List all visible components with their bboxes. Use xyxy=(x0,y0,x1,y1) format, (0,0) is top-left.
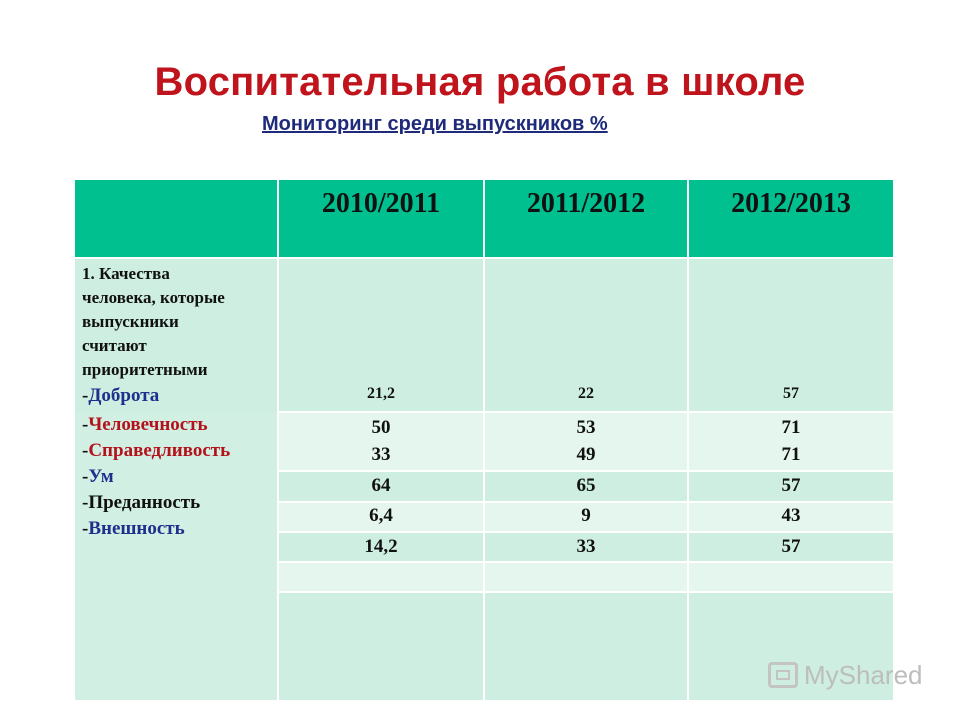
table-cell: 6,4 xyxy=(369,505,393,526)
row-divider xyxy=(278,591,893,593)
year-header: 2012/2013 xyxy=(731,188,851,219)
question-line: считают xyxy=(82,336,147,355)
table-cell: 64 xyxy=(371,475,391,496)
question-line: приоритетными xyxy=(82,360,208,379)
quality-label: -Доброта xyxy=(82,385,160,406)
table-cell: 57 xyxy=(781,536,801,557)
table-cell: 50 xyxy=(371,417,391,438)
row-divider xyxy=(278,411,893,413)
row-band xyxy=(278,562,893,592)
table-cell: 9 xyxy=(581,505,591,526)
question-line: человека, которые xyxy=(82,288,225,307)
row-divider xyxy=(75,257,893,259)
question-line: выпускники xyxy=(82,312,179,331)
table-cell: 14,2 xyxy=(364,536,398,557)
table-cell: 22 xyxy=(578,385,594,402)
quality-label: -Человечность xyxy=(82,414,208,435)
year-header: 2011/2012 xyxy=(526,188,646,219)
quality-label: -Ум xyxy=(82,466,114,487)
table-cell: 57 xyxy=(783,385,799,402)
quality-list xyxy=(82,412,277,542)
table-cell: 71 xyxy=(781,417,801,438)
table-cell: 71 xyxy=(781,444,801,465)
table-cell: 43 xyxy=(781,505,801,526)
table-cell: 53 xyxy=(576,417,596,438)
page-subtitle: Мониторинг среди выпускников % xyxy=(262,113,608,135)
table-cell: 65 xyxy=(576,475,596,496)
question-line: 1. Качества xyxy=(82,264,170,283)
row-divider xyxy=(278,531,893,533)
table-cell: 33 xyxy=(371,444,391,465)
question-label xyxy=(82,262,274,382)
table-cell: 57 xyxy=(781,475,801,496)
table-cell: 33 xyxy=(576,536,596,557)
watermark-text: MyShared xyxy=(804,659,923,690)
row-divider xyxy=(278,561,893,563)
quality-label: -Преданность xyxy=(82,492,201,513)
table-cell: 49 xyxy=(576,444,596,465)
row-divider xyxy=(278,470,893,472)
quality-label: -Внешность xyxy=(82,518,185,539)
page-title: Воспитательная работа в школе xyxy=(154,60,806,104)
year-header: 2010/2011 xyxy=(321,188,441,219)
slides-logo-icon xyxy=(768,662,798,688)
table-cell: 21,2 xyxy=(367,385,395,402)
watermark xyxy=(768,655,923,695)
quality-label: -Справедливость xyxy=(82,440,231,461)
